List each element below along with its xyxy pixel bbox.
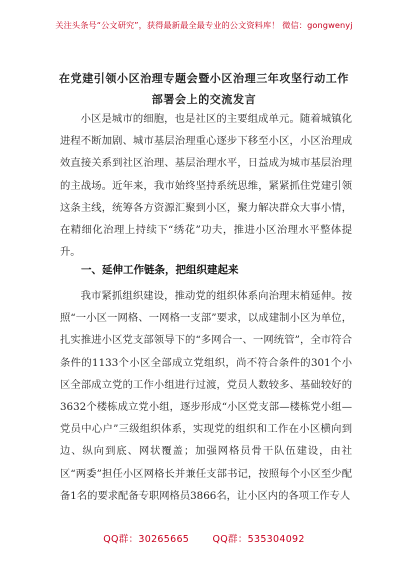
footer-contact [0, 531, 408, 545]
intro-paragraph: 小区是城市的细胞，也是社区的主要组成单元。随着城镇化进程不断加剧、城市基层治理重心逐步下移至小区，小区治理成效直接关系到社区治理、基层治理水平，日益成为城市基层治理的主战场。近年来，我市始终坚持系统思维，紧紧抓住党建引领这条主线，统筹各方资源汇聚到小区，聚力解决群众大事小情，在精细化治理上持续下“绣花”功夫，推进小区治理水平整体提升。 [60, 113, 352, 259]
promo-banner: 关注头条号“公文研究”，获得最新最全最专业的公文资料库！ 微信：gongwenyj [55, 20, 353, 30]
qq-group-1: QQ群：30265665 [103, 534, 190, 545]
section-heading: 一、延伸工作链条，把组织建起来 [81, 264, 239, 276]
document-title-line2: 部署会上的交流发言 [151, 93, 257, 106]
section-paragraph: 我市紧抓组织建设，推动党的组织体系向治理末梢延伸。按照“一小区一网格、一网格一支部”要求，以成建制小区为单位，扎实推进小区党支部领导下的“多网合一、一网统管”，全市符合条件的1133个小区全部成立党组织，尚不符合条件的301个小区全部成立党的工作小组进行过渡，党员人数较多、基础较好的3632个楼栋成立党小组，逐步形成“小区党支部—楼栋党小组—党员中心户”三级组织体系，实现党的组织和工作在小区横向到边、纵向到底、网状覆盖；加强网格员骨干队伍建设，由社区“两委”担任小区网格长并兼任支部书记，按照每个小区至少配备1名的要求配备专职网格员3866名，让小区内的各项工作专人 [60, 290, 352, 502]
document-title-line1: 在党建引领小区治理专题会暨小区治理三年攻坚行动工作 [59, 72, 349, 85]
qq-group-2: QQ群：535304092 [212, 534, 305, 545]
